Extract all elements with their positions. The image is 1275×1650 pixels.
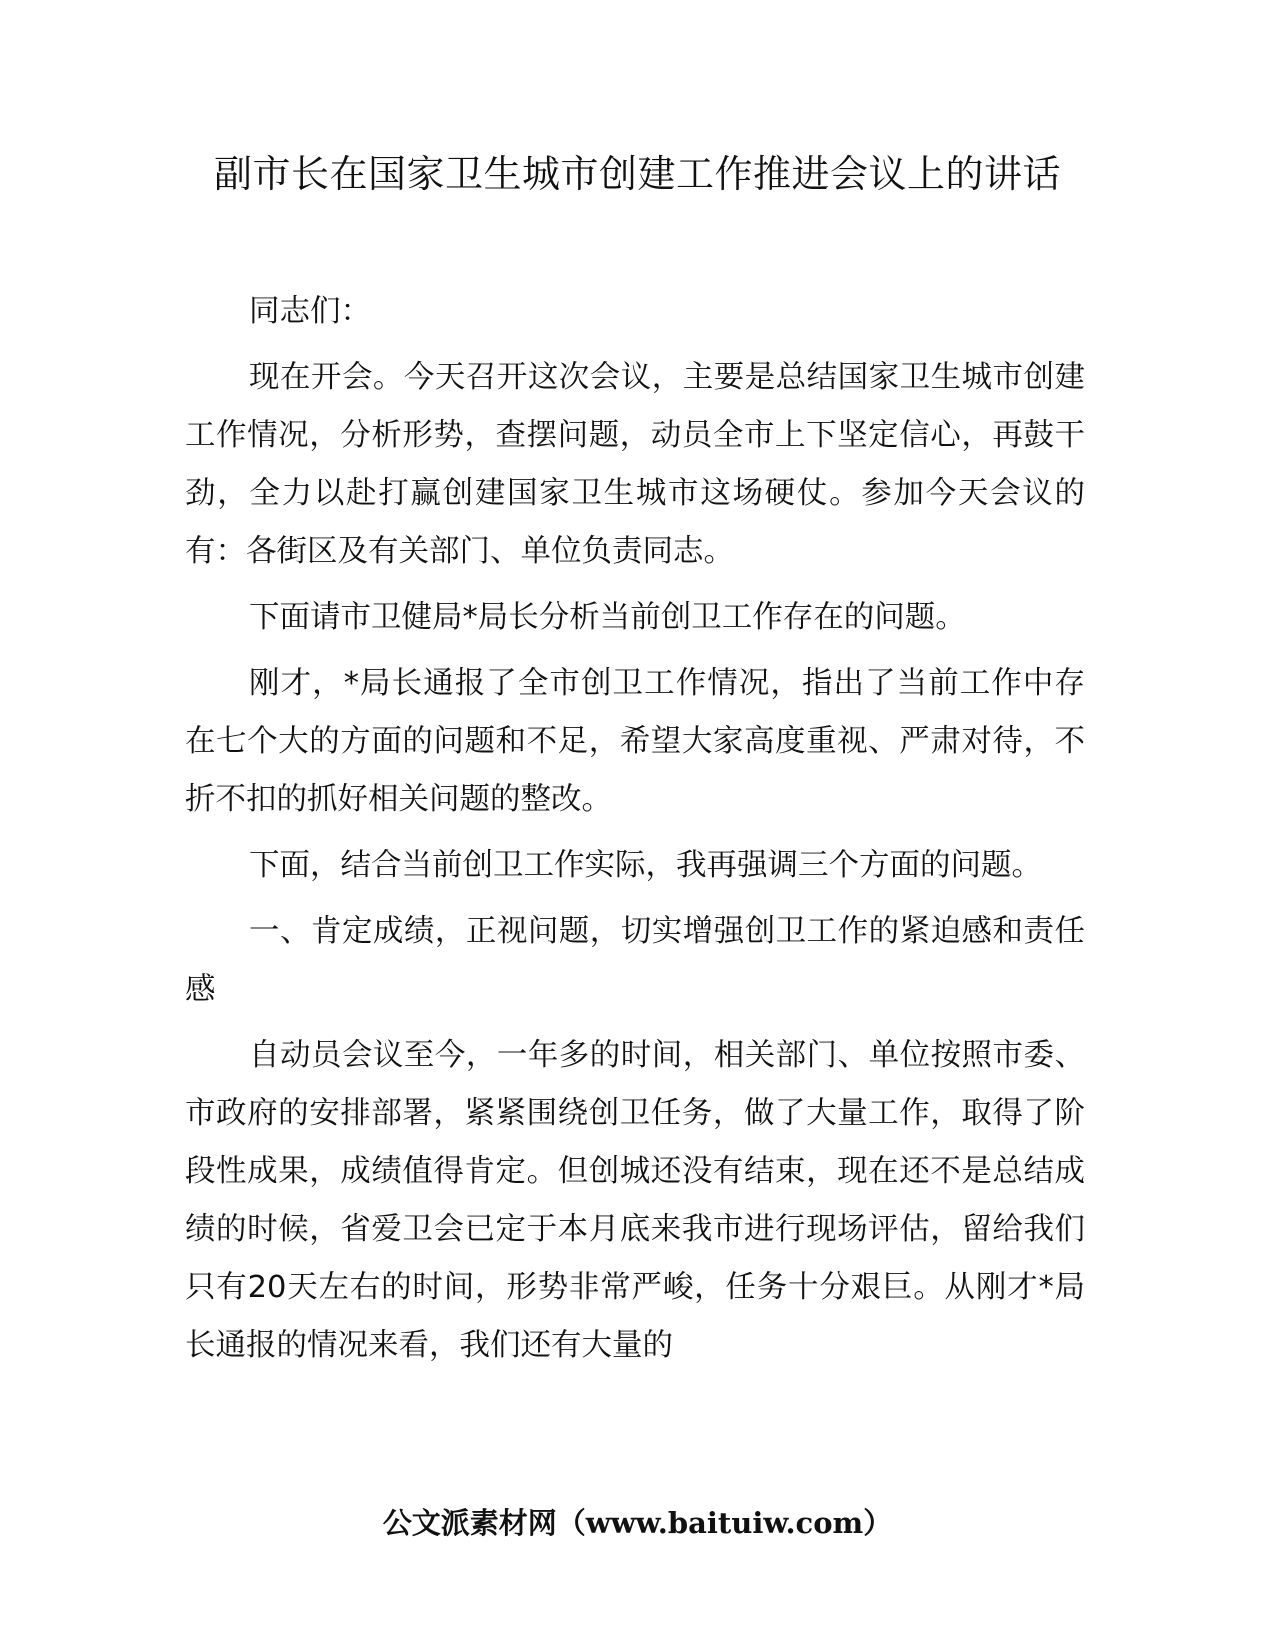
paragraph-invitation: 下面请市卫健局*局长分析当前创卫工作存在的问题。 [249, 600, 966, 635]
document-title: 副市长在国家卫生城市创建工作推进会议上的讲话 [213, 152, 1061, 196]
paragraph-opening: 现在开会。今天召开这次会议，主要是总结国家卫生城市创建工作情况，分析形势，查摆问题，动员全市上下坚定信心，再鼓干劲，全力以赴打赢创建国家卫生城市这场硬仗。参加今天会议的有：各街区及有关部门、单位负责同志。 [185, 360, 1085, 569]
paragraph-transition: 下面，结合当前创卫工作实际，我再强调三个方面的问题。 [249, 848, 1042, 883]
page-footer-watermark: 公文派素材网（www.baituiw.com） [382, 1506, 893, 1540]
paragraph-section-1: 自动员会议至今，一年多的时间，相关部门、单位按照市委、市政府的安排部署，紧紧围绕创卫任务，做了大量工作，取得了阶段性成果，成绩值得肯定。但创城还没有结束，现在还不是总结成绩的时候，省爱卫会已定于本月底来我市进行现场评估，留给我们只有20天左右的时间，形势非常严峻，任务十分艰巨。从刚才*局长通报的情况来看，我们还有大量的 [185, 1038, 1085, 1363]
section-heading-1: 一、肯定成绩，正视问题，切实增强创卫工作的紧迫感和责任感 [185, 914, 1085, 1007]
document-body [185, 283, 1085, 1383]
paragraph-salutation: 同志们： [249, 294, 371, 329]
paragraph-summary: 刚才，*局长通报了全市创卫工作情况，指出了当前工作中存在七个大的方面的问题和不足，希望大家高度重视、严肃对待，不折不扣的抓好相关问题的整改。 [185, 666, 1085, 817]
